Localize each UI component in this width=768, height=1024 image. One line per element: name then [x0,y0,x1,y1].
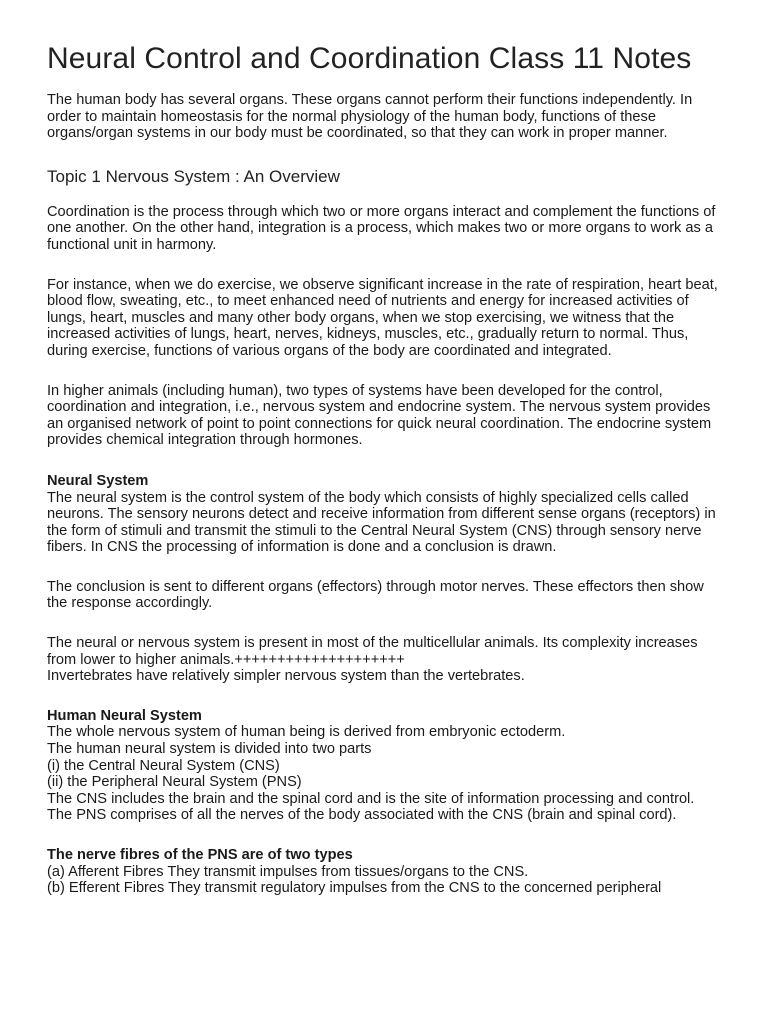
page-title: Neural Control and Coordination Class 11 Notes [47,42,692,75]
nerve-fibres-heading: The nerve fibres of the PNS are of two types [47,847,353,863]
hns-line: The PNS comprises of all the nerves of the body associated with the CNS (brain and spinal cord). [47,807,677,824]
conclusion-paragraph: The conclusion is sent to different organs (effectors) through motor nerves. These effectors then show the response accordingly. [47,578,704,612]
afferent-line: (a) Afferent Fibres They transmit impulses from tissues/organs to the CNS. [47,863,529,880]
hns-line: The CNS includes the brain and the spinal cord and is the site of information processing and control. [47,790,695,807]
exercise-paragraph: For instance, when we do exercise, we observe significant increase in the rate of respiration, heart beat, blood flow, sweating, etc., to meet enhanced need of nutrients and energy for increased activities of lungs, heart, muscles and many other body organs, when we stop exercising, we witness that the increased activities of lungs, heart, nerves, kidneys, muscles, etc., gradually return to normal. Thus, during exercise, functions of various organs of the body are coordinated and integrated. [47,276,718,359]
neural-system-section [47,473,722,556]
systems-paragraph: In higher animals (including human), two types of systems have been developed for the control, coordination and integration, i.e., nervous system and endocrine system. The nervous system provides an organised network of point to point connections for quick neural coordination. The endocrine system provides chemical integration through hormones. [47,382,712,449]
coordination-paragraph: Coordination is the process through which two or more organs interact and complement the functions of one another. On the other hand, integration is a process, which makes two or more organs to work as a functional unit in harmony. [47,203,716,253]
topic-heading: Topic 1 Nervous System : An Overview [47,166,340,186]
neural-system-body: The neural system is the control system of the body which consists of highly specialized cells called neurons. The sensory neurons detect and receive information from different sense organs (receptors) in the form of stimuli and transmit the stimuli to the Central Neural System (CNS) through sensory nerve fibers. In CNS the processing of information is done and a conclusion is drawn. [47,489,716,556]
human-neural-system-heading: Human Neural System [47,707,202,724]
hns-line: The human neural system is divided into two parts [47,741,372,758]
hns-line: (i) the Central Neural System (CNS) [47,757,280,774]
complexity-paragraph [47,635,722,685]
nerve-fibres-section [47,847,722,897]
neural-system-heading: Neural System [47,472,149,489]
human-neural-system-section [47,708,722,824]
invertebrates-line: Invertebrates have relatively simpler nervous system than the vertebrates. [47,668,525,685]
hns-line: (ii) the Peripheral Neural System (PNS) [47,774,302,791]
intro-paragraph: The human body has several organs. These organs cannot perform their functions independently. In order to maintain homeostasis for the normal physiology of the human body, functions of these organs/organ systems in our body must be coordinated, so that they can work in proper manner. [47,92,693,142]
hns-line: The whole nervous system of human being is derived from embryonic ectoderm. [47,724,566,741]
complexity-line: The neural or nervous system is present in most of the multicellular animals. Its complexity increases from lower to higher animals.++++++++++++++++++++ [47,635,698,668]
efferent-line: (b) Efferent Fibres They transmit regulatory impulses from the CNS to the concerned peripheral [47,880,662,897]
